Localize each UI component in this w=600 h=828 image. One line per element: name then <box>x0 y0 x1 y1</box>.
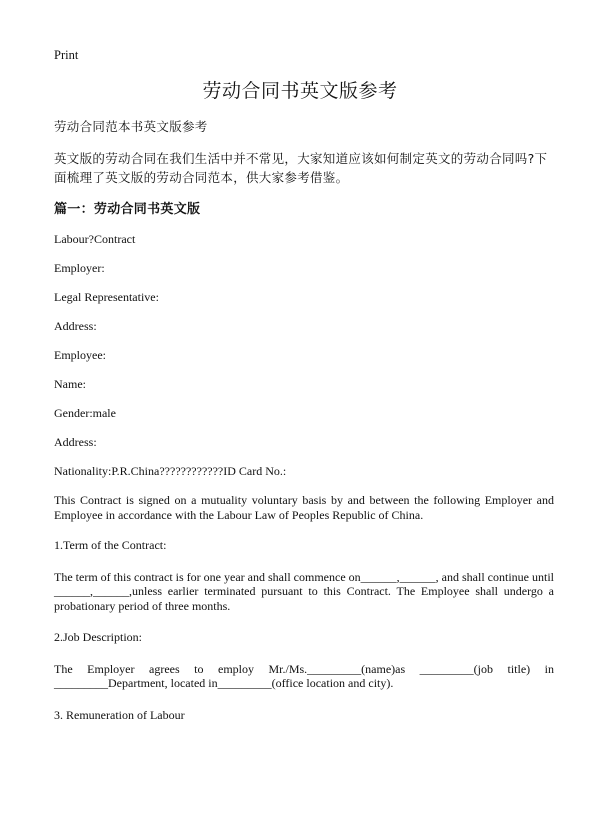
contract-preamble: This Contract is signed on a mutuality voluntary basis by and between the following Employer and Employee in accordance with the Labour Law of Peoples Republic of China. <box>54 493 554 522</box>
field-name: Name: <box>54 377 86 391</box>
clause-1-title: 1.Term of the Contract: <box>54 538 167 552</box>
clause-3-title: 3. Remuneration of Labour <box>54 707 185 722</box>
field-legal-representative: Legal Representative: <box>54 290 159 304</box>
contract-body <box>54 232 554 722</box>
subtitle: 劳动合同范本书英文版参考 <box>54 119 208 134</box>
clause-2-text: The Employer agrees to employ Mr./Ms._________(name)as _________(job title) in _________Department, located in_________(office location and city). <box>54 661 554 690</box>
clause-1-text: The term of this contract is for one year and shall commence on______,______, and shall continue until ______,______,unless earlier terminated pursuant to this Contract. The Employee shall undergo a probationary period of three months. <box>54 569 554 613</box>
field-employer: Employer: <box>54 261 105 275</box>
field-nationality: Nationality:P.R.China????????????ID Card No.: <box>54 464 287 478</box>
field-contract-title: Labour?Contract <box>54 232 136 246</box>
print-link[interactable]: Print <box>54 48 79 62</box>
field-employer-address: Address: <box>54 319 97 333</box>
intro-paragraph: 英文版的劳动合同在我们生活中并不常见，大家知道应该如何制定英文的劳动合同吗?下面梳理了英文版的劳动合同范本，供大家参考借鉴。 <box>54 151 548 185</box>
clause-2-title: 2.Job Description: <box>54 630 142 644</box>
section-heading: 篇一：劳动合同书英文版 <box>54 202 201 217</box>
field-employee-address: Address: <box>54 435 97 449</box>
field-gender: Gender:male <box>54 406 116 420</box>
field-employee: Employee: <box>54 348 106 362</box>
page-title: 劳动合同书英文版参考 <box>202 80 398 102</box>
